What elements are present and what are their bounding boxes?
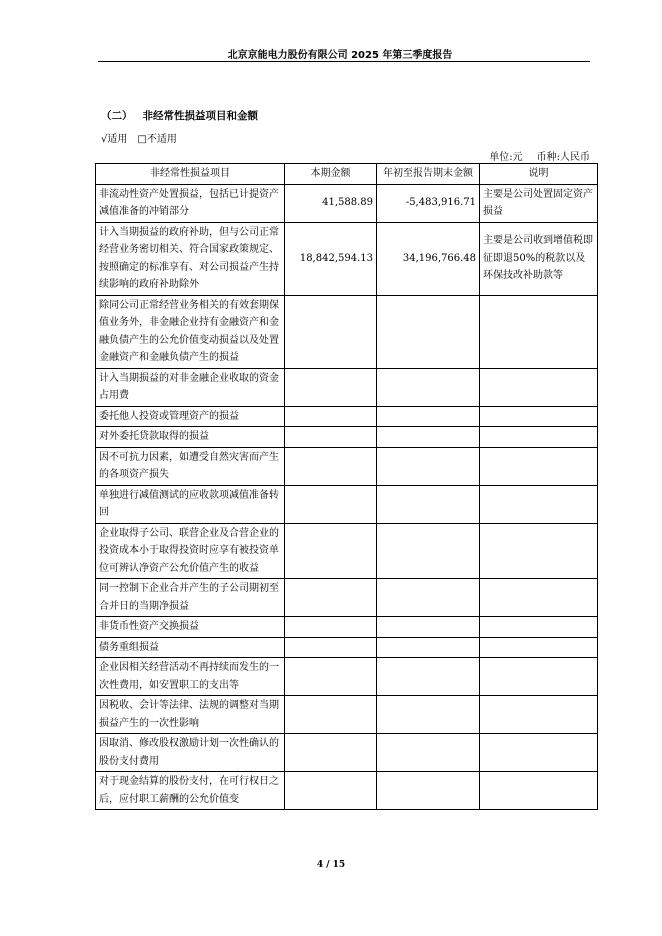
- ytd-amount-cell: [377, 523, 480, 579]
- note-cell: 主要是公司收到增值税即征即退50%的税款以及环保技改补助款等: [480, 222, 598, 295]
- note-cell: [480, 579, 598, 617]
- item-cell: 对于现金结算的股份支付，在可行权日之后，应付职工薪酬的公允价值变: [96, 772, 285, 810]
- item-cell: 计入当期损益的对非金融企业收取的资金占用费: [96, 368, 285, 406]
- table-row: [96, 579, 598, 617]
- item-cell: 因不可抗力因素，如遭受自然灾害而产生的各项资产损失: [96, 447, 285, 485]
- ytd-amount-cell: [377, 368, 480, 406]
- current-amount-cell: [285, 295, 377, 368]
- item-cell: 委托他人投资或管理资产的损益: [96, 406, 285, 427]
- page-header: 北京京能电力股份有限公司 2025 年第三季度报告: [227, 50, 453, 61]
- table-row: [96, 696, 598, 734]
- ytd-amount-cell: [377, 579, 480, 617]
- current-amount-cell: [285, 427, 377, 448]
- current-amount-cell: [285, 734, 377, 772]
- table-row: [96, 447, 598, 485]
- current-amount-cell: [285, 523, 377, 579]
- non-recurring-items-table: [95, 163, 598, 810]
- section-title: 非经常性损益项目和金额: [142, 110, 258, 122]
- note-cell: [480, 368, 598, 406]
- item-cell: 除同公司正常经营业务相关的有效套期保值业务外，非金融企业持有金融资产和金融负债产生的公允价值变动损益以及处置金融资产和金融负债产生的损益: [96, 295, 285, 368]
- table-row: [96, 295, 598, 368]
- header-current-amount: 本期金额: [285, 164, 377, 185]
- ytd-amount-cell: [377, 427, 480, 448]
- current-amount-cell: 18,842,594.13: [285, 222, 377, 295]
- item-cell: 债务重组损益: [96, 637, 285, 658]
- table-row: [96, 368, 598, 406]
- item-cell: 对外委托贷款取得的损益: [96, 427, 285, 448]
- ytd-amount-cell: [377, 734, 480, 772]
- current-amount-cell: 41,588.89: [285, 184, 377, 222]
- current-amount-cell: [285, 579, 377, 617]
- current-amount-cell: [285, 637, 377, 658]
- note-cell: [480, 523, 598, 579]
- page-number: 4 / 15: [316, 860, 346, 870]
- header-divider: [98, 61, 590, 62]
- header-ytd-amount: 年初至报告期末金额: [377, 164, 480, 185]
- table-header-row: [96, 164, 598, 185]
- ytd-amount-cell: [377, 447, 480, 485]
- ytd-amount-cell: [377, 406, 480, 427]
- table-row: [96, 406, 598, 427]
- note-cell: [480, 447, 598, 485]
- table-row: [96, 523, 598, 579]
- ytd-amount-cell: [377, 772, 480, 810]
- item-cell: 企业取得子公司、联营企业及合营企业的投资成本小于取得投资时应享有被投资单位可辨认净资产公允价值产生的收益: [96, 523, 285, 579]
- table-row: [96, 427, 598, 448]
- note-cell: [480, 772, 598, 810]
- item-cell: 同一控制下企业合并产生的子公司期初至合并日的当期净损益: [96, 579, 285, 617]
- item-cell: 非流动性资产处置损益，包括已计提资产减值准备的冲销部分: [96, 184, 285, 222]
- current-amount-cell: [285, 406, 377, 427]
- table-row: [96, 485, 598, 523]
- note-cell: [480, 295, 598, 368]
- note-cell: [480, 637, 598, 658]
- current-amount-cell: [285, 368, 377, 406]
- note-cell: [480, 696, 598, 734]
- currency-label: 币种:人民币: [536, 152, 590, 163]
- ytd-amount-cell: [377, 696, 480, 734]
- applicability-options: [101, 130, 177, 145]
- item-cell: 计入当期损益的政府补助，但与公司正常经营业务密切相关、符合国家政策规定、按照确定的标准享有、对公司损益产生持续影响的政府补助除外: [96, 222, 285, 295]
- note-cell: [480, 406, 598, 427]
- current-amount-cell: [285, 447, 377, 485]
- ytd-amount-cell: [377, 617, 480, 638]
- note-cell: [480, 427, 598, 448]
- ytd-amount-cell: [377, 295, 480, 368]
- table-row: [96, 617, 598, 638]
- header-item: 非经常性损益项目: [96, 164, 285, 185]
- ytd-amount-cell: [377, 637, 480, 658]
- current-amount-cell: [285, 658, 377, 696]
- table-body: [96, 184, 598, 810]
- table-row: [96, 772, 598, 810]
- note-cell: [480, 617, 598, 638]
- current-amount-cell: [285, 772, 377, 810]
- item-cell: 非货币性资产交换损益: [96, 617, 285, 638]
- current-amount-cell: [285, 617, 377, 638]
- table-row: [96, 658, 598, 696]
- ytd-amount-cell: [377, 485, 480, 523]
- applicable-option: √适用: [101, 134, 128, 145]
- table-row: [96, 184, 598, 222]
- table-row: [96, 222, 598, 295]
- note-cell: [480, 658, 598, 696]
- ytd-amount-cell: [377, 658, 480, 696]
- note-cell: 主要是公司处置固定资产损益: [480, 184, 598, 222]
- not-applicable-option: □不适用: [137, 134, 177, 145]
- current-amount-cell: [285, 696, 377, 734]
- item-cell: 因取消、修改股权激励计划一次性确认的股份支付费用: [96, 734, 285, 772]
- table-row: [96, 637, 598, 658]
- section-number: （二）: [101, 110, 133, 122]
- note-cell: [480, 734, 598, 772]
- ytd-amount-cell: 34,196,766.48: [377, 222, 480, 295]
- item-cell: 企业因相关经营活动不再持续而发生的一次性费用，如安置职工的支出等: [96, 658, 285, 696]
- ytd-amount-cell: -5,483,916.71: [377, 184, 480, 222]
- note-cell: [480, 485, 598, 523]
- current-amount-cell: [285, 485, 377, 523]
- table-row: [96, 734, 598, 772]
- item-cell: 因税收、会计等法律、法规的调整对当期损益产生的一次性影响: [96, 696, 285, 734]
- unit-label: 单位:元: [489, 152, 523, 163]
- header-note: 说明: [480, 164, 598, 185]
- section-heading: [101, 108, 258, 123]
- item-cell: 单独进行减值测试的应收款项减值准备转回: [96, 485, 285, 523]
- unit-line: [489, 148, 590, 163]
